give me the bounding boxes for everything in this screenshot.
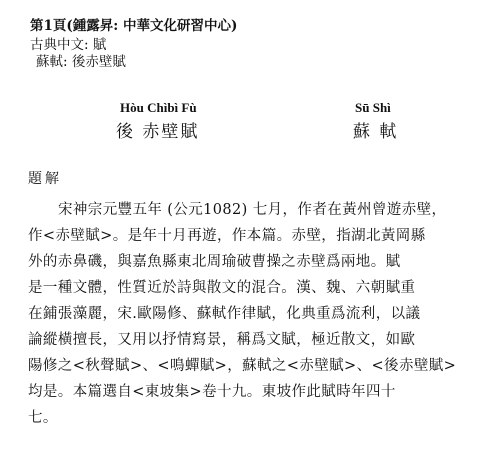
- text-line: 七。: [28, 410, 58, 426]
- text-line: 論縱橫擅長，又用以抒情寫景，稱爲文賦，極近散文，如歐: [28, 332, 416, 348]
- work-line: 蘇軾: 後赤壁賦: [36, 54, 126, 70]
- section-heading: 題解: [28, 171, 62, 187]
- body-paragraph: [28, 197, 478, 431]
- author-chinese: 蘇 軾: [353, 122, 399, 142]
- text-line: 陽修之<秋聲賦>、<鳴蟬賦>，蘇軾之<赤壁賦>、<後赤壁賦>: [28, 358, 457, 374]
- title-chinese: 後 赤壁賦: [116, 122, 200, 142]
- genre-line: 古典中文: 賦: [30, 37, 107, 53]
- text-line: 是一種文體，性質近於詩與散文的混合。漢、魏、六朝賦重: [28, 280, 416, 296]
- text-line: 宋神宗元豐五年 (公元1082) 七月，作者在黃州曾遊赤壁，: [58, 202, 447, 218]
- text-line: 作<赤壁賦>。是年十月再遊，作本篇。赤壁，指湖北黃岡縣: [28, 228, 426, 244]
- title-pinyin: Hòu Chìbì Fù: [120, 100, 197, 115]
- author-pinyin: Sū Shì: [355, 100, 391, 115]
- text-line: 在鋪張藻麗，宋.歐陽修、蘇軾作律賦，化典重爲流利，以議: [28, 306, 421, 322]
- text-line: 外的赤鼻磯，與嘉魚縣東北周瑜破曹操之赤壁爲兩地。賦: [28, 254, 401, 270]
- text-line: 均是。本篇選自<東坡集>卷十九。東坡作此賦時年四十: [28, 384, 396, 400]
- page-header-line: 第1頁(鍾露昇: 中華文化研習中心): [30, 18, 238, 34]
